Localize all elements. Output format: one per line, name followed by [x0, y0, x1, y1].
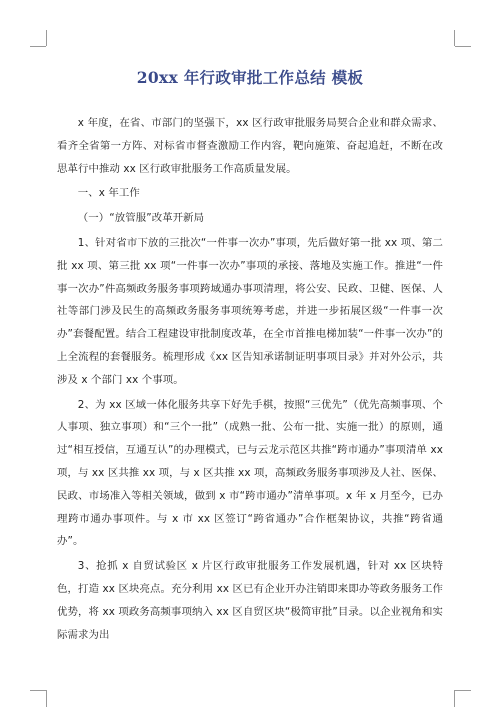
section-heading: 一、x 年工作	[77, 187, 140, 200]
subsection-heading: （一）“放管服”改革开新局	[77, 212, 205, 225]
crop-mark	[455, 46, 471, 47]
crop-mark	[46, 30, 47, 46]
document-title: 20xx 年行政审批工作总结 模板	[136, 68, 364, 87]
crop-mark	[30, 690, 46, 691]
crop-mark	[455, 690, 471, 691]
paragraph-item-1: 1、针对省市下放的三批次“一件事一次办”事项，先后做好第一批 xx 项、第二批 xx 项、第三批 xx 项“一件事一次办”事项的承接、落地及实施工作。推进“一件事一次办”件高频政务服务事项跨域通办事项清理，将公安、民政、卫健、医保、人社等部门涉及民生的高频政务服务事项统筹考虑，并进一步拓展区级“一件事一次办”套餐配置。结合工程建设审批制度改革，在全市首推电梯加装“一件事一次办”的上全流程的套餐服务。梳理形成《xx 区告知承诺制证明事项目录》并对外公示，共涉及 x 个部门 xx 个事项。	[57, 236, 443, 386]
crop-mark	[454, 30, 455, 46]
paragraph-item-3: 3、抢抓 x 自贸试验区 x 片区行政审批服务工作发展机遇，针对 xx 区块特色，打造 xx 区块亮点。充分利用 xx 区已有企业开办注销即来即办等政务服务工作优势，将 xx 项政务高频事项纳入 xx 区自贸区块“极简审批”目录。以企业视角和实际需求为出	[57, 560, 443, 641]
document-body	[57, 112, 443, 648]
crop-mark	[454, 690, 455, 707]
crop-mark	[30, 46, 46, 47]
paragraph-intro: x 年度，在省、市部门的坚强下，xx 区行政审批服务局契合企业和群众需求、看齐全省第一方阵、对标省市督查激励工作内容，靶向施策、奋起追赶，不断在改思革行中推动 xx 区行政审批服务工作高质量发展。	[57, 117, 443, 175]
paragraph-item-2: 2、为 xx 区域一体化服务共享下好先手棋，按照“三优先”（优先高频事项、个人事项、独立事项）和“三个一批”（成熟一批、公布一批、实施一批）的原则，通过“相互授信，互通互认”的办理模式，已与云龙示范区共推“跨市通办”事项清单 xx 项，与 xx 区共推 xx 项，与 x 区共推 xx 项，高频政务服务事项涉及人社、医保、民政、市场准入等相关领域，做到 x 市“跨市通办”清单事项。x 年 x 月至今，已办理跨市通办事项件。与 x 市 xx 区签订“跨省通办”合作框架协议，共推“跨省通办”。	[57, 398, 443, 548]
crop-mark	[46, 690, 47, 707]
